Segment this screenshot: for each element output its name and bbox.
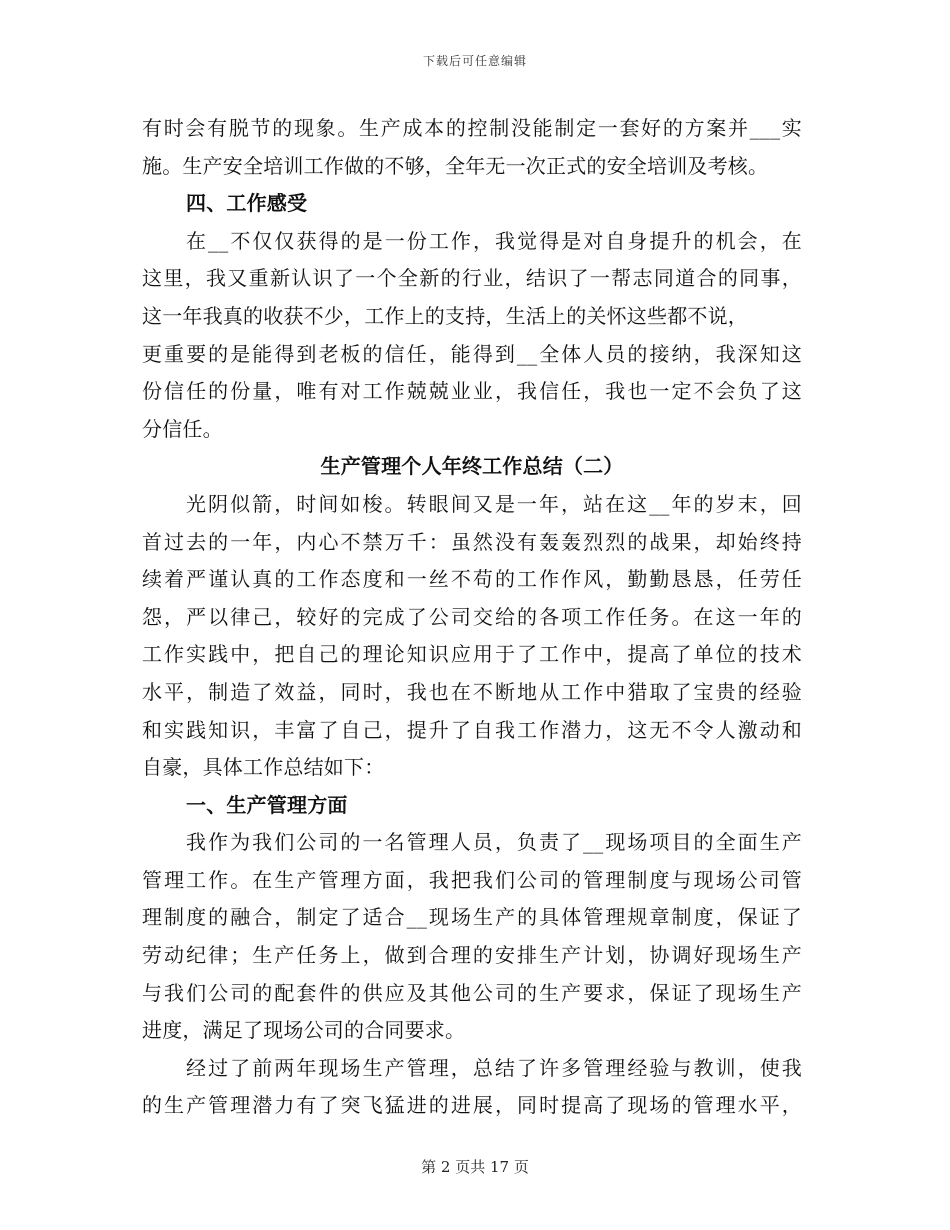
text-line: 施。生产安全培训工作做的不够，全年无一次正式的安全培训及考核。 (142, 153, 769, 178)
text-line: 在__不仅仅获得的是一份工作，我觉得是对自身提升的机会，在 (186, 228, 802, 253)
text-line: 理制度的融合，制定了适合__现场生产的具体管理规章制度，保证了 (142, 905, 802, 930)
text-line: 分信任。 (142, 416, 223, 441)
section-heading: 四、工作感受 (186, 191, 308, 216)
text-line: 更重要的是能得到老板的信任，能得到__全体人员的接纳，我深知这 (142, 341, 802, 366)
text-line: 首过去的一年，内心不禁万千：虽然没有轰轰烈烈的战果，却始终持 (142, 529, 802, 554)
text-line: 和实践知识，丰富了自己，提升了自我工作潜力，这无不令人激动和 (142, 717, 802, 742)
text-line: 的生产管理潜力有了突飞猛进的进展，同时提高了现场的管理水平， (142, 1093, 802, 1118)
text-line: 劳动纪律；生产任务上，做到合理的安排生产计划，协调好现场生产 (142, 943, 802, 968)
text-line: 与我们公司的配套件的供应及其他公司的生产要求，保证了现场生产 (142, 980, 802, 1005)
text-line: 有时会有脱节的现象。生产成本的控制没能制定一套好的方案并___实 (142, 116, 802, 140)
text-line: 光阴似箭，时间如梭。转眼间又是一年，站在这__年的岁末，回 (186, 491, 802, 516)
text-line: 份信任的份量，唯有对工作兢兢业业，我信任，我也一定不会负了这 (142, 379, 802, 404)
text-line: 经过了前两年现场生产管理，总结了许多管理经验与教训，使我 (186, 1055, 802, 1080)
text-line: 我作为我们公司的一名管理人员，负责了__现场项目的全面生产 (186, 830, 802, 855)
text-line: 管理工作。在生产管理方面，我把我们公司的管理制度与现场公司管 (142, 867, 802, 892)
text-line: 这一年我真的收获不少，工作上的支持，生活上的关怀这些都不说， (142, 303, 748, 328)
text-line: 进度，满足了现场公司的合同要求。 (142, 1018, 466, 1043)
text-line: 水平，制造了效益，同时，我也在不断地从工作中猎取了宝贵的经验 (142, 679, 802, 704)
text-line: 续着严谨认真的工作态度和一丝不苟的工作作风，勤勤恳恳，任劳任 (142, 567, 802, 592)
document-body (142, 110, 802, 1125)
document-title: 生产管理个人年终工作总结（二） (320, 454, 624, 479)
text-line: 工作实践中，把自己的理论知识应用于了工作中，提高了单位的技术 (142, 642, 802, 667)
section-heading: 一、生产管理方面 (186, 792, 348, 817)
page-footer: 第 2 页共 17 页 (421, 1158, 529, 1176)
text-line: 怨，严以律己，较好的完成了公司交给的各项工作任务。在这一年的 (142, 604, 802, 629)
text-line: 这里，我又重新认识了一个全新的行业，结识了一帮志同道合的同事， (142, 266, 802, 291)
page-header: 下载后可任意编辑 (422, 54, 527, 68)
text-line: 自豪，具体工作总结如下： (142, 755, 385, 780)
